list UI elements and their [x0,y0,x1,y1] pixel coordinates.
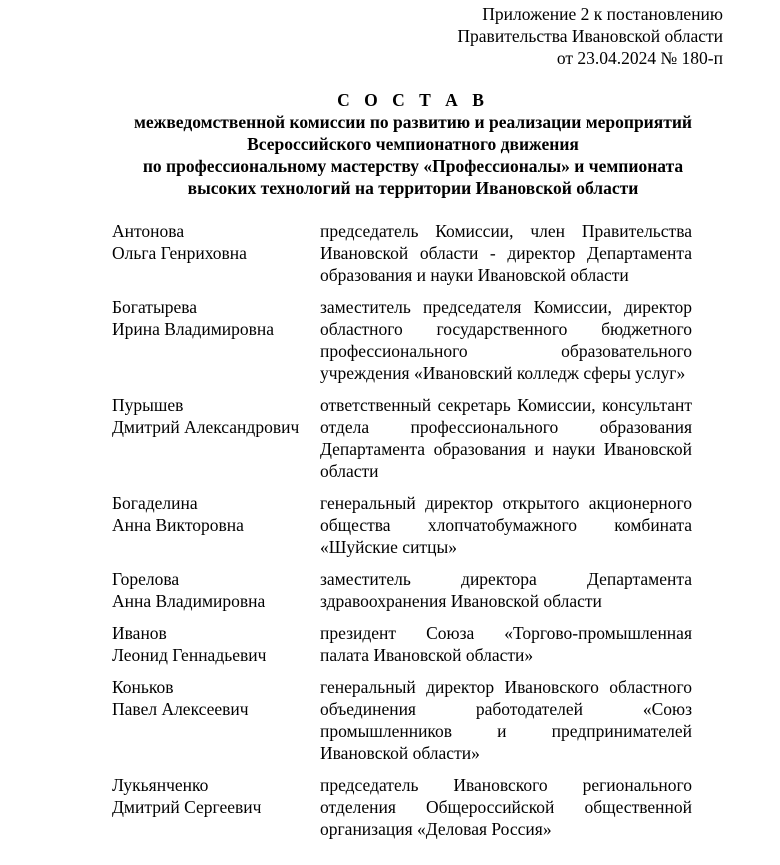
member-row [112,296,692,384]
member-name [112,296,320,384]
member-name [112,492,320,558]
member-given-name: Анна Владимировна [112,591,266,611]
document-title: С О С Т А В [337,90,489,110]
member-row [112,394,692,482]
member-role: ответственный секретарь Комиссии, консультант отдела профессионального образования Департамента образования и науки Ивановской области [320,395,692,481]
member-name [112,622,320,666]
attachment-date-number: от 23.04.2024 № 180-п [556,48,723,68]
member-role: председатель Ивановского регионального отделения Общероссийской общественной организация «Деловая Россия» [320,775,692,839]
attachment-line: Приложение 2 к постановлению [482,4,723,24]
heading-line: высоких технологий на территории Ивановской области [187,178,639,198]
attachment-note [457,3,723,69]
member-surname: Пурышев [112,395,184,415]
member-surname: Антонова [112,221,185,241]
member-surname: Лукьянченко [112,775,209,795]
member-row [112,568,692,612]
member-name [112,394,320,482]
member-given-name: Ольга Генриховна [112,243,247,263]
member-row [112,220,692,286]
member-surname: Коньков [112,677,174,697]
member-role: председатель Комиссии, член Правительства Ивановской области - директор Департамента образования и науки Ивановской области [320,221,692,285]
member-given-name: Павел Алексеевич [112,699,249,719]
member-given-name: Анна Викторовна [112,515,244,535]
member-row [112,492,692,558]
member-surname: Богаделина [112,493,198,513]
heading-line: Всероссийского чемпионатного движения [247,134,579,154]
member-given-name: Ирина Владимировна [112,319,275,339]
document-heading [60,89,766,199]
attachment-line: Правительства Ивановской области [457,26,723,46]
member-surname: Иванов [112,623,167,643]
member-row [112,774,692,840]
member-given-name: Леонид Геннадьевич [112,645,267,665]
member-given-name: Дмитрий Сергеевич [112,797,262,817]
member-name [112,568,320,612]
member-role: заместитель директора Департамента здравоохранения Ивановской области [320,569,692,611]
member-role: президент Союза «Торгово-промышленная палата Ивановской области» [320,623,692,665]
members-list [112,220,692,850]
member-row [112,622,692,666]
member-name [112,220,320,286]
heading-line: по профессиональному мастерству «Профессионалы» и чемпионата [142,156,684,176]
member-surname: Горелова [112,569,180,589]
member-name [112,676,320,764]
member-role: генеральный директор Ивановского областного объединения работодателей «Союз промышленников и предпринимателей Ивановской области» [320,677,692,763]
member-given-name: Дмитрий Александрович [112,417,300,437]
heading-line: межведомственной комиссии по развитию и реализации мероприятий [133,112,692,132]
member-role: заместитель председателя Комиссии, директор областного государственного бюджетного профессионального образовательного учреждения «Ивановский колледж сферы услуг» [320,297,692,383]
member-role: генеральный директор открытого акционерного общества хлопчатобумажного комбината «Шуйские ситцы» [320,493,692,557]
member-surname: Богатырева [112,297,198,317]
member-row [112,676,692,764]
member-name [112,774,320,840]
